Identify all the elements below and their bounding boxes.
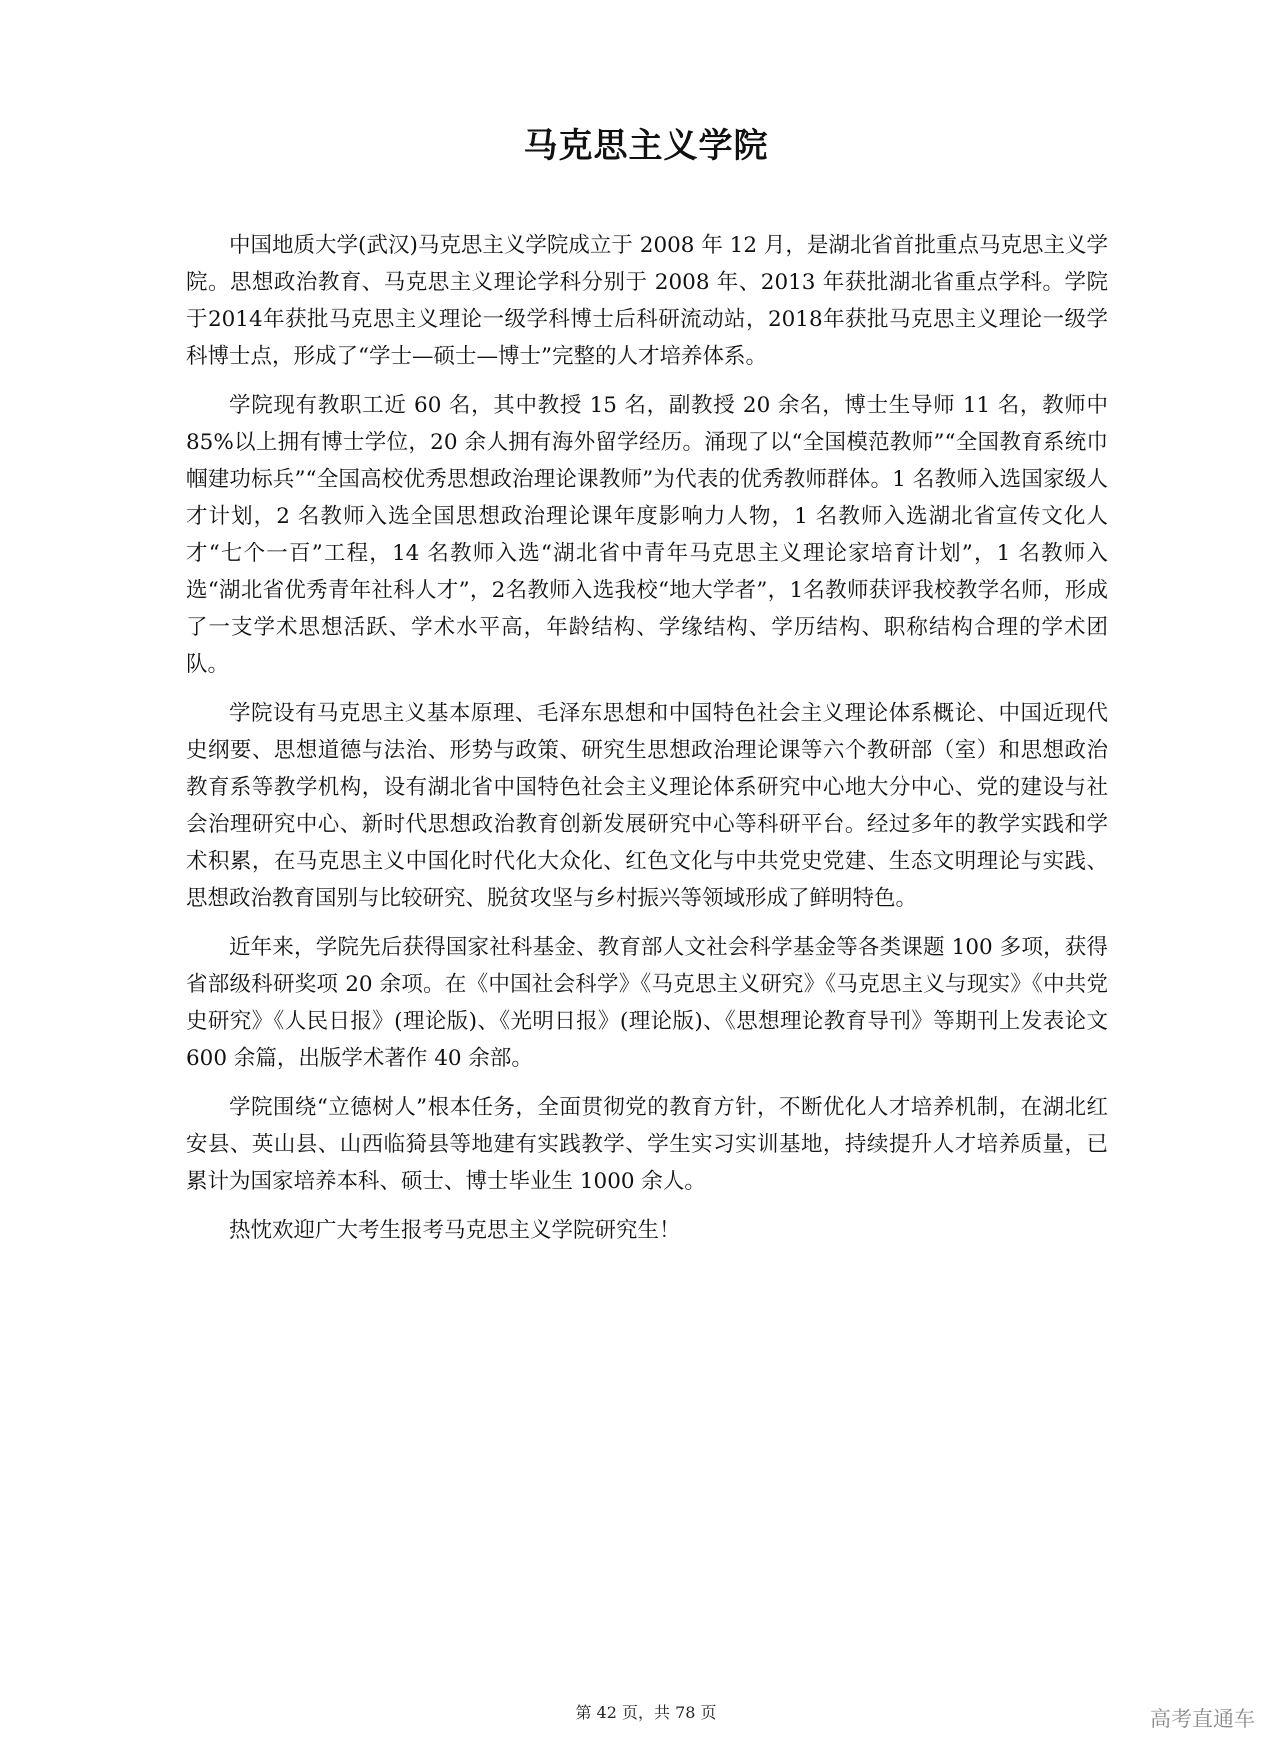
page-number: 第 42 页，共 78 页 [575,1703,717,1722]
paragraph-faculty: 学院现有教职工近 60 名，其中教授 15 名，副教授 20 余名，博士生导师 11 名，教师中 85%以上拥有博士学位，20 余人拥有海外留学经历。涌现了以“全国模范教师”“全国教育系统巾帼建功标兵”“全国高校优秀思想政治理论课教师”为代表的优秀教师群体。1 名教师入选国家级人才计划，2 名教师入选全国思想政治理论课年度影响力人物，1 名教师入选湖北省宣传文化人才“七个一百”工程，14 名教师入选“湖北省中青年马克思主义理论家培育计划”，1 名教师入选“湖北省优秀青年社科人才”，2名教师入选我校“地大学者”，1名教师获评我校教学名师，形成了一支学术思想活跃、学术水平高，年龄结构、学缘结构、学历结构、职称结构合理的学术团队。 [186,393,1108,677]
page-title: 马克思主义学院 [523,126,769,166]
paragraph-intro: 中国地质大学(武汉)马克思主义学院成立于 2008 年 12 月，是湖北省首批重点马克思主义学院。思想政治教育、马克思主义理论学科分别于 2008 年、2013 年获批湖北省重点学科。学院于2014年获批马克思主义理论一级学科博士后科研流动站，2018年获批马克思主义理论一级学科博士点，形成了“学士—硕士—博士”完整的人才培养体系。 [186,233,1108,369]
paragraph-departments: 学院设有马克思主义基本原理、毛泽东思想和中国特色社会主义理论体系概论、中国近现代史纲要、思想道德与法治、形势与政策、研究生思想政治理论课等六个教研部（室）和思想政治教育系等教学机构，设有湖北省中国特色社会主义理论体系研究中心地大分中心、党的建设与社会治理研究中心、新时代思想政治教育创新发展研究中心等科研平台。经过多年的教学实践和学术积累，在马克思主义中国化时代化大众化、红色文化与中共党史党建、生态文明理论与实践、思想政治教育国别与比较研究、脱贫攻坚与乡村振兴等领域形成了鲜明特色。 [186,701,1108,911]
document-body [186,227,1108,1261]
paragraph-research: 近年来，学院先后获得国家社科基金、教育部人文社会科学基金等各类课题 100 多项，获得省部级科研奖项 20 余项。在《中国社会科学》《马克思主义研究》《马克思主义与现实》《中共党史研究》《人民日报》(理论版)、《光明日报》(理论版)、《思想理论教育导刊》等期刊上发表论文 600 余篇，出版学术著作 40 余部。 [186,935,1108,1071]
watermark: 高考直通车 [1150,1707,1255,1731]
paragraph-training: 学院围绕“立德树人”根本任务，全面贯彻党的教育方针，不断优化人才培养机制，在湖北红安县、英山县、山西临猗县等地建有实践教学、学生实习实训基地，持续提升人才培养质量，已累计为国家培养本科、硕士、博士毕业生 1000 余人。 [186,1095,1108,1194]
paragraph-welcome: 热忱欢迎广大考生报考马克思主义学院研究生！ [229,1218,681,1243]
